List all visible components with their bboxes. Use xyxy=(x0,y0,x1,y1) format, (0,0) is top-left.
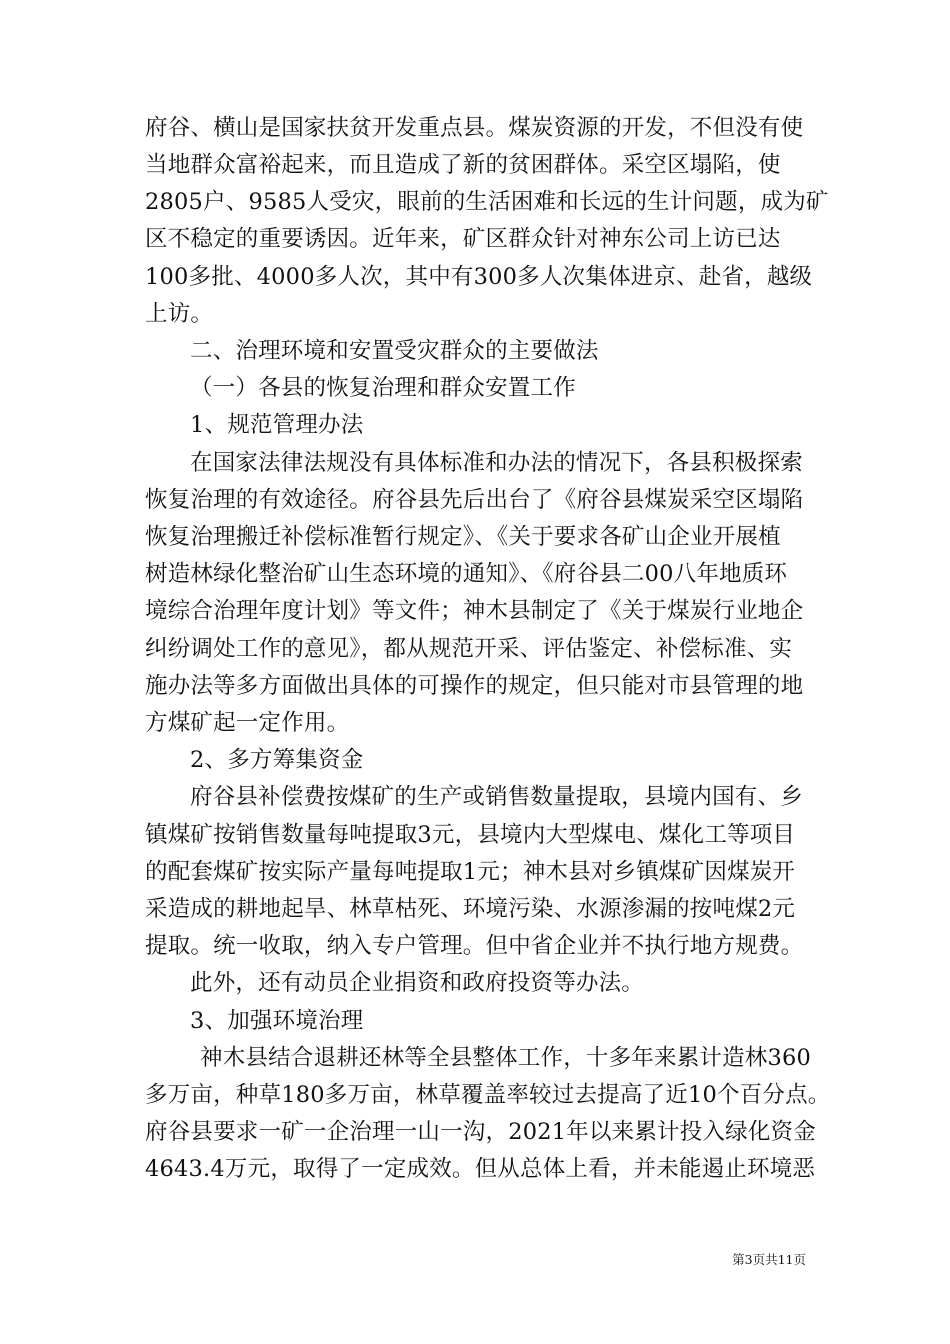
text-line-19: 府谷县补偿费按煤矿的生产或销售数量提取，县境内国有、乡 xyxy=(190,784,803,810)
text-line-20: 镇煤矿按销售数量每吨提取3元，县境内大型煤电、煤化工等项目 xyxy=(145,822,796,848)
text-line-17: 方煤矿起一定作用。 xyxy=(145,710,350,736)
text-line-23: 提取。统一收取，纳入专户管理。但中省企业并不执行地方规费。 xyxy=(145,933,804,959)
item-heading-3: 3、加强环境治理 xyxy=(190,1008,364,1034)
text-line-15: 纠纷调处工作的意见》，都从规范开采、评估鉴定、补偿标准、实 xyxy=(145,636,793,662)
section-heading-2: 二、治理环境和安置受灾群众的主要做法 xyxy=(190,338,599,364)
item-heading-2: 2、多方筹集资金 xyxy=(190,747,364,773)
text-line-4: 区不稳定的重要诱因。近年来，矿区群众针对神东公司上访已达 xyxy=(145,226,781,252)
text-line-16: 施办法等多方面做出具体的可操作的规定，但只能对市县管理的地 xyxy=(145,673,804,699)
text-line-1: 府谷、横山是国家扶贫开发重点县。煤炭资源的开发，不但没有使 xyxy=(145,115,804,141)
text-line-5: 100多批、4000多人次，其中有300多人次集体进京、赴省，越级 xyxy=(145,264,813,290)
text-line-12: 恢复治理搬迁补偿标准暂行规定》、《关于要求各矿山企业开展植 xyxy=(145,524,781,550)
text-line-29: 4643.4万元，取得了一定成效。但从总体上看，并未能遏止环境恶 xyxy=(145,1156,816,1182)
text-line-24: 此外，还有动员企业捐资和政府投资等办法。 xyxy=(190,970,645,996)
text-line-11: 恢复治理的有效途径。府谷县先后出台了《府谷县煤炭采空区塌陷 xyxy=(145,487,804,513)
text-line-28: 府谷县要求一矿一企治理一山一沟，2021年以来累计投入绿化资金 xyxy=(145,1119,816,1145)
text-line-14: 境综合治理年度计划》等文件；神木县制定了《关于煤炭行业地企 xyxy=(145,598,804,624)
text-line-2: 当地群众富裕起来，而且造成了新的贫困群体。采空区塌陷，使 xyxy=(145,152,781,178)
text-line-10: 在国家法律法规没有具体标准和办法的情况下，各县积极探索 xyxy=(190,450,803,476)
item-heading-1: 1、规范管理办法 xyxy=(190,412,364,438)
text-line-22: 采造成的耕地起旱、林草枯死、环境污染、水源渗漏的按吨煤2元 xyxy=(145,896,796,922)
text-line-6: 上访。 xyxy=(145,301,214,327)
text-line-3: 2805户、9585人受灾，眼前的生活困难和长远的生计问题，成为矿 xyxy=(145,189,829,215)
text-line-21: 的配套煤矿按实际产量每吨提取1元；神木县对乡镇煤矿因煤炭开 xyxy=(145,859,796,885)
subsection-heading-1: （一）各县的恢复治理和群众安置工作 xyxy=(190,375,576,401)
text-line-26: 神木县结合退耕还林等全县整体工作，十多年来累计造林360 xyxy=(200,1045,812,1071)
text-line-13: 树造林绿化整治矿山生态环境的通知》、《府谷县二00八年地质环 xyxy=(145,561,788,587)
page-number-footer: 第3页共11页 xyxy=(732,1252,806,1267)
text-line-27: 多万亩，种草180多万亩，林草覆盖率较过去提高了近10个百分点。 xyxy=(145,1082,831,1108)
